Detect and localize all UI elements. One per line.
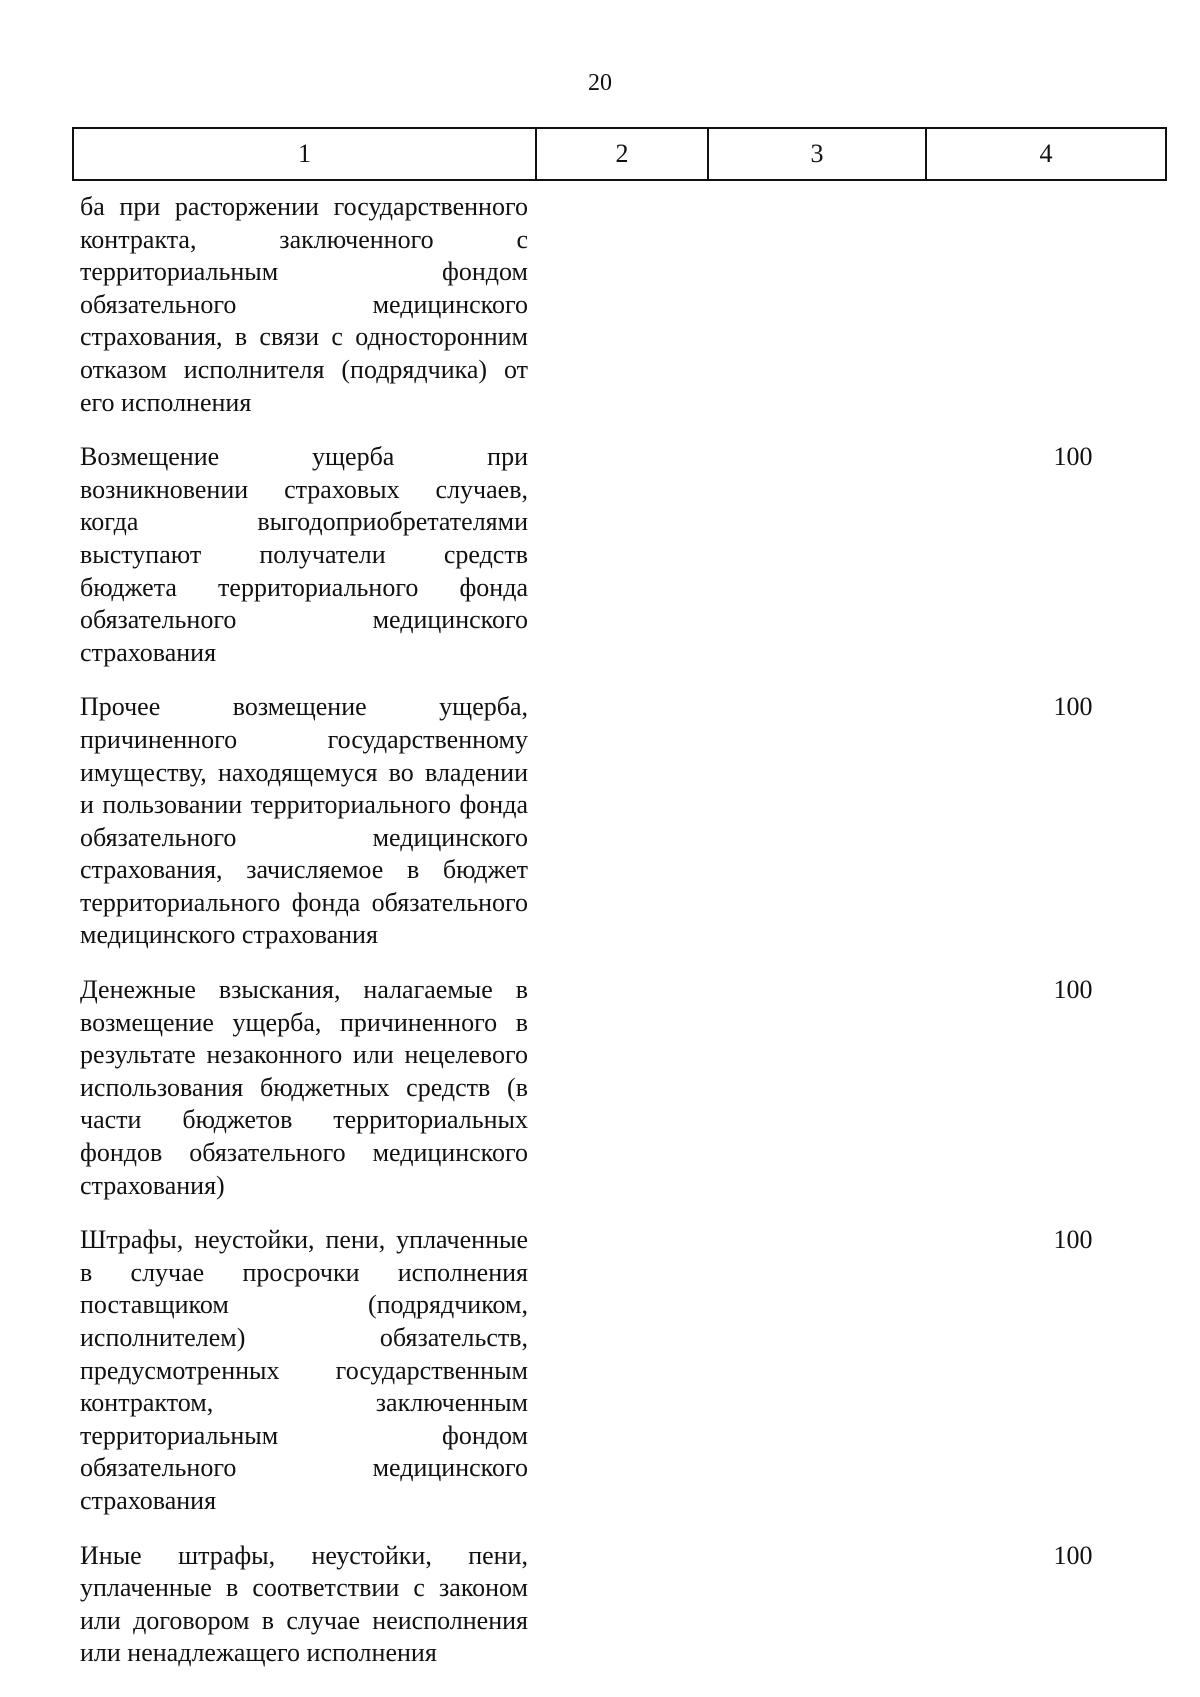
table-row [80,1540,1165,1670]
column-header-4: 4 [926,128,1166,180]
column-header-1: 1 [73,128,536,180]
row-description: Иные штрафы, неустойки, пени, уплаченные в соответствии с законом или договором в случае неисполнения или ненадлежащего исполнения [80,1540,528,1668]
table-row [80,441,1165,669]
table-body [80,191,1165,1692]
table-row [80,691,1165,952]
column-header-2: 2 [536,128,708,180]
row-description: Возмещение ущерба при возникновении страховых случаев, когда выгодоприобретателями выступают получатели средств бюджета территориального фонда обязательного медицинского страхования [80,442,528,667]
table-row [80,1224,1165,1517]
page-number: 20 [588,70,612,96]
row-value: 100 [1053,975,1093,1005]
row-value: 100 [1053,442,1093,472]
row-value: 100 [1053,1225,1093,1255]
row-description: Денежные взыскания, налагаемые в возмещение ущерба, причиненного в результате незаконного или нецелевого использования бюджетных средств (в части бюджетов территориальных фондов обязательного медицинского страхования) [80,975,528,1200]
row-value: 100 [1053,692,1093,722]
row-description: ба при расторжении государственного контракта, заключенного с территориальным фондом обязательного медицинского страхования, в связи с односторонним отказом исполнителя (подрядчика) от его исполнения [80,192,528,417]
table-row [80,191,1165,419]
column-header-3: 3 [708,128,926,180]
row-description: Штрафы, неустойки, пени, уплаченные в случае просрочки исполнения поставщиком (подрядчиком, исполнителем) обязательств, предусмотренных государственным контрактом, заключенным территориальным фондом обязательного медицинского страхования [80,1225,528,1515]
table-row [80,974,1165,1202]
row-description: Прочее возмещение ущерба, причиненного государственному имуществу, находящемуся во владении и пользовании территориального фонда обязательного медицинского страхования, зачисляемое в бюджет территориального фонда обязательного медицинского страхования [80,692,528,950]
table-header [72,127,1167,181]
row-value: 100 [1053,1540,1093,1570]
